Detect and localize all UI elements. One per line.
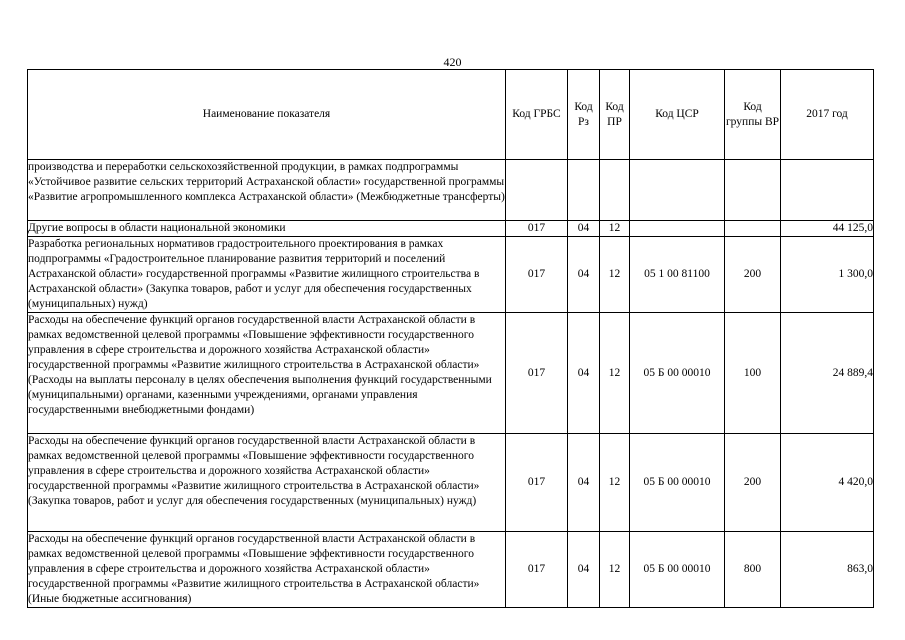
row-name: Расходы на обеспечение функций органов государственной власти Астраханской области в рамках ведомственной целевой программы «Повышение эффективности государственного управления в сфере строительства и дорожного хозяйства Астраханской области» государственной программы «Развитие жилищного строительства в Астраханской области» (Закупка товаров, работ и услуг для обеспечения государственных (муниципальных) нужд) xyxy=(28,434,506,532)
row-grbs: 017 xyxy=(506,434,568,532)
row-sum: 4 420,0 xyxy=(781,434,874,532)
table-row xyxy=(28,221,874,237)
row-rz: 04 xyxy=(568,434,600,532)
row-sum: 863,0 xyxy=(781,532,874,608)
row-grbs: 017 xyxy=(506,532,568,608)
row-sum: 1 300,0 xyxy=(781,237,874,313)
row-grbs: 017 xyxy=(506,221,568,237)
row-csr xyxy=(630,160,725,221)
row-pr: 12 xyxy=(600,532,630,608)
row-vr xyxy=(725,160,781,221)
table-row xyxy=(28,313,874,434)
row-grbs: 017 xyxy=(506,313,568,434)
budget-table xyxy=(27,69,874,608)
row-sum: 44 125,0 xyxy=(781,221,874,237)
row-vr: 100 xyxy=(725,313,781,434)
row-csr xyxy=(630,221,725,237)
row-rz: 04 xyxy=(568,221,600,237)
table-row xyxy=(28,237,874,313)
row-pr: 12 xyxy=(600,313,630,434)
row-csr: 05 1 00 81100 xyxy=(630,237,725,313)
row-pr xyxy=(600,160,630,221)
table-header xyxy=(28,70,874,160)
row-rz xyxy=(568,160,600,221)
row-rz: 04 xyxy=(568,313,600,434)
header-vr: Код группы ВР xyxy=(725,70,781,160)
header-grbs: Код ГРБС xyxy=(506,70,568,160)
row-pr: 12 xyxy=(600,221,630,237)
table-row xyxy=(28,160,874,221)
row-name: производства и переработки сельскохозяйственной продукции, в рамках подпрограммы «Устойчивое развитие сельских территорий Астраханской области» государственной программы «Развитие агропромышленного комплекса Астраханской области» (Межбюджетные трансферты) xyxy=(28,160,506,221)
table-body xyxy=(28,160,874,608)
row-name: Другие вопросы в области национальной экономики xyxy=(28,221,506,237)
header-row xyxy=(28,70,874,160)
table-row xyxy=(28,434,874,532)
header-pr: Код ПР xyxy=(600,70,630,160)
row-grbs: 017 xyxy=(506,237,568,313)
row-pr: 12 xyxy=(600,434,630,532)
row-sum: 24 889,4 xyxy=(781,313,874,434)
row-rz: 04 xyxy=(568,532,600,608)
page-number: 420 xyxy=(443,55,462,69)
header-year: 2017 год xyxy=(781,70,874,160)
header-name: Наименование показателя xyxy=(28,70,506,160)
row-vr: 200 xyxy=(725,237,781,313)
header-rz: Код Рз xyxy=(568,70,600,160)
row-sum xyxy=(781,160,874,221)
row-pr: 12 xyxy=(600,237,630,313)
row-rz: 04 xyxy=(568,237,600,313)
row-name: Разработка региональных нормативов градостроительного проектирования в рамках подпрограммы «Градостроительное планирование развития территорий и поселений Астраханской области» государственной программы «Развитие жилищного строительства в Астраханской области» (Закупка товаров, работ и услуг для обеспечения государственных (муниципальных) нужд) xyxy=(28,237,506,313)
row-name: Расходы на обеспечение функций органов государственной власти Астраханской области в рамках ведомственной целевой программы «Повышение эффективности государственного управления в сфере строительства и дорожного хозяйства Астраханской области» государственной программы «Развитие жилищного строительства в Астраханской области» (Иные бюджетные ассигнования) xyxy=(28,532,506,608)
row-vr xyxy=(725,221,781,237)
row-name: Расходы на обеспечение функций органов государственной власти Астраханской области в рамках ведомственной целевой программы «Повышение эффективности государственного управления в сфере строительства и дорожного хозяйства Астраханской области» государственной программы «Развитие жилищного строительства в Астраханской области» (Расходы на выплаты персоналу в целях обеспечения выполнения функций государственными (муниципальными) органами, казенными учреждениями, органами управления государственными внебюджетными фондами) xyxy=(28,313,506,434)
row-csr: 05 Б 00 00010 xyxy=(630,313,725,434)
row-grbs xyxy=(506,160,568,221)
table-row xyxy=(28,532,874,608)
row-csr: 05 Б 00 00010 xyxy=(630,434,725,532)
row-vr: 800 xyxy=(725,532,781,608)
header-csr: Код ЦСР xyxy=(630,70,725,160)
row-csr: 05 Б 00 00010 xyxy=(630,532,725,608)
row-vr: 200 xyxy=(725,434,781,532)
